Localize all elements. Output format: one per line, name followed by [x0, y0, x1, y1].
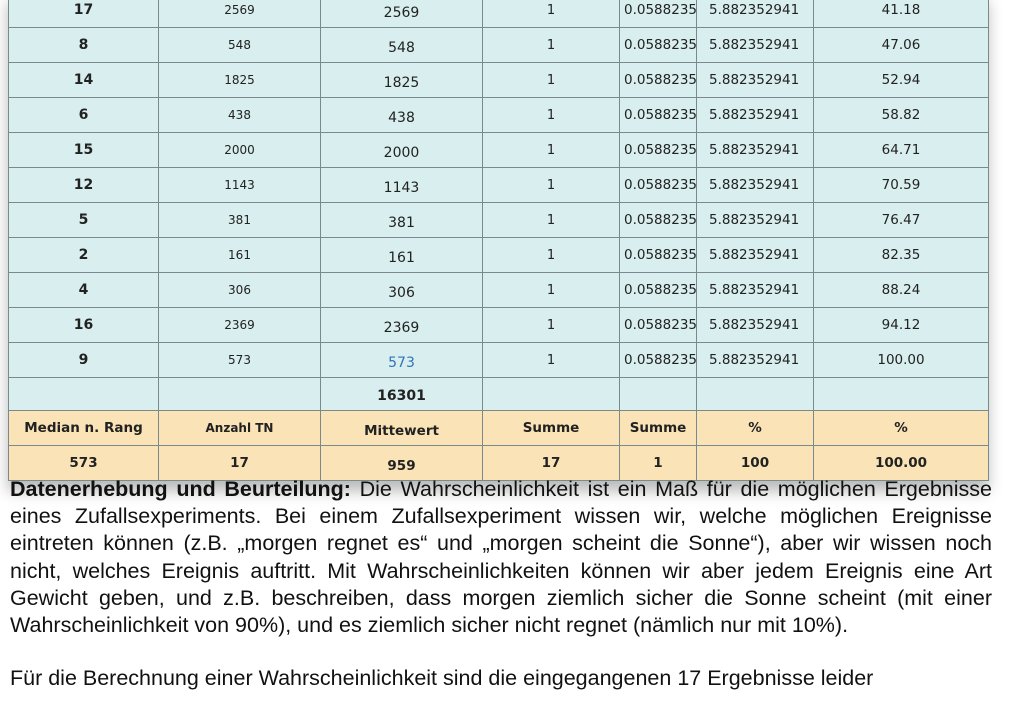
table-row [9, 28, 989, 63]
table-cell: 0.0588235 [620, 0, 697, 28]
table-row [9, 133, 989, 168]
table-cell: 1 [483, 203, 620, 238]
table-cell: 1143 [159, 168, 321, 203]
table-cell: 17 [159, 446, 321, 481]
table-cell: 5.882352941 [697, 308, 814, 343]
table-cell: 14 [9, 63, 159, 98]
table-cell: 381 [159, 203, 321, 238]
statistics-table [8, 0, 989, 481]
table-row [9, 98, 989, 133]
table-cell: 2369 [159, 308, 321, 343]
table-cell: 5.882352941 [697, 203, 814, 238]
table-row [9, 308, 989, 343]
table-cell [9, 378, 159, 411]
table-cell: 0.0588235 [620, 168, 697, 203]
table-row [9, 63, 989, 98]
paragraph-data-collection [10, 476, 992, 639]
table-cell: 2 [9, 238, 159, 273]
table-cell [620, 378, 697, 411]
table-cell: 52.94 [814, 63, 989, 98]
table-cell: Summe [483, 411, 620, 446]
table-cell: 0.0588235 [620, 343, 697, 378]
table-cell: 0.0588235 [620, 28, 697, 63]
table-cell [697, 378, 814, 411]
table-cell: 2000 [321, 133, 483, 168]
table-cell: 47.06 [814, 28, 989, 63]
table-cell: 88.24 [814, 273, 989, 308]
table-row [9, 343, 989, 378]
table-cell: 70.59 [814, 168, 989, 203]
table-cell: 8 [9, 28, 159, 63]
table-cell: % [697, 411, 814, 446]
table-cell: 5.882352941 [697, 63, 814, 98]
table-body [9, 0, 989, 481]
table-row [9, 203, 989, 238]
table-cell: 82.35 [814, 238, 989, 273]
table-cell: 1 [483, 28, 620, 63]
table-cell: 100.00 [814, 343, 989, 378]
table-cell: 1 [483, 273, 620, 308]
table-cell: 0.0588235 [620, 203, 697, 238]
table-cell: Summe [620, 411, 697, 446]
table-cell: 58.82 [814, 98, 989, 133]
table-cell: 0.0588235 [620, 308, 697, 343]
table-cell [814, 378, 989, 411]
table-cell: 1 [483, 168, 620, 203]
table-cell: 9 [9, 343, 159, 378]
table-cell: 0.0588235 [620, 133, 697, 168]
table-cell: 5.882352941 [697, 343, 814, 378]
table-cell: 306 [159, 273, 321, 308]
table-cell: % [814, 411, 989, 446]
table-cell: 100.00 [814, 446, 989, 481]
table-cell: 1 [483, 63, 620, 98]
table-cell: 5.882352941 [697, 273, 814, 308]
table-cell: 16 [9, 308, 159, 343]
table-cell: 573 [321, 343, 483, 378]
table-row [9, 273, 989, 308]
table-cell: 573 [9, 446, 159, 481]
total-row [9, 378, 989, 411]
table-cell: 2369 [321, 308, 483, 343]
table-cell: 0.0588235 [620, 98, 697, 133]
table-cell: 16301 [321, 378, 483, 411]
table-cell: 548 [321, 28, 483, 63]
table-cell: 6 [9, 98, 159, 133]
table-cell: Anzahl TN [159, 411, 321, 446]
table-row [9, 168, 989, 203]
table-cell: 15 [9, 133, 159, 168]
table-cell: 17 [9, 0, 159, 28]
table-cell: 0.0588235 [620, 238, 697, 273]
table-cell: 5.882352941 [697, 28, 814, 63]
table-cell: 161 [321, 238, 483, 273]
table-cell: 17 [483, 446, 620, 481]
table-cell: 2000 [159, 133, 321, 168]
paragraph-calculation: Für die Berechnung einer Wahrscheinlichkeit sind die eingegangenen 17 Ergebnisse leider [10, 666, 874, 691]
table-cell: 5.882352941 [697, 238, 814, 273]
table-cell: 438 [321, 98, 483, 133]
table-cell: 1 [483, 308, 620, 343]
table-cell: 12 [9, 168, 159, 203]
summary-header-row [9, 411, 989, 446]
table-cell: 1 [483, 238, 620, 273]
table-cell: 1 [483, 0, 620, 28]
table-cell: 2569 [321, 0, 483, 28]
table-cell: 573 [159, 343, 321, 378]
table-cell: 548 [159, 28, 321, 63]
table-cell: 2569 [159, 0, 321, 28]
table-cell: 5.882352941 [697, 0, 814, 28]
table-cell: 5.882352941 [697, 98, 814, 133]
table-cell: 1143 [321, 168, 483, 203]
table-cell: 76.47 [814, 203, 989, 238]
statistics-table-container [8, 0, 988, 481]
table-cell: Median n. Rang [9, 411, 159, 446]
table-cell: 4 [9, 273, 159, 308]
body-text [10, 476, 992, 692]
paragraph-body: Die Wahrscheinlichkeit ist ein Maß für die möglichen Ergebnisse eines Zufallsexperiments. Bei einem Zufallsexperiment wissen wir, welche möglichen Ereignisse eintreten können (z.B. „morgen regnet es“ und „morgen scheint die Sonne“), aber wir wissen noch nicht, welches Ereignis auftritt. Mit Wahrscheinlichkeiten können wir aber jedem Ereignis eine Art Gewicht geben, und z.B. beschreiben, dass morgen ziemlich sicher die Sonne scheint (mit einer Wahrscheinlichkeit von 90%), und es ziemlich sicher nicht regnet (nämlich nur mit 10%). [10, 477, 992, 638]
table-cell: 959 [321, 446, 483, 481]
table-cell: 438 [159, 98, 321, 133]
table-cell: 1 [483, 133, 620, 168]
table-cell: 381 [321, 203, 483, 238]
table-cell: 1 [620, 446, 697, 481]
table-cell: 5.882352941 [697, 133, 814, 168]
paragraph-heading: Datenerhebung und Beurteilung: [10, 477, 351, 501]
table-cell: 1825 [159, 63, 321, 98]
table-cell: 94.12 [814, 308, 989, 343]
table-cell: 5.882352941 [697, 168, 814, 203]
table-cell [159, 378, 321, 411]
table-cell: 306 [321, 273, 483, 308]
table-cell: 41.18 [814, 0, 989, 28]
table-cell: 1 [483, 98, 620, 133]
table-cell: 1 [483, 343, 620, 378]
table-cell: 161 [159, 238, 321, 273]
table-cell: 0.0588235 [620, 63, 697, 98]
table-cell: 100 [697, 446, 814, 481]
table-cell: 64.71 [814, 133, 989, 168]
table-cell: 5 [9, 203, 159, 238]
table-row [9, 238, 989, 273]
table-cell: Mittewert [321, 411, 483, 446]
table-row [9, 0, 989, 28]
table-cell [483, 378, 620, 411]
table-cell: 0.0588235 [620, 273, 697, 308]
table-cell: 1825 [321, 63, 483, 98]
